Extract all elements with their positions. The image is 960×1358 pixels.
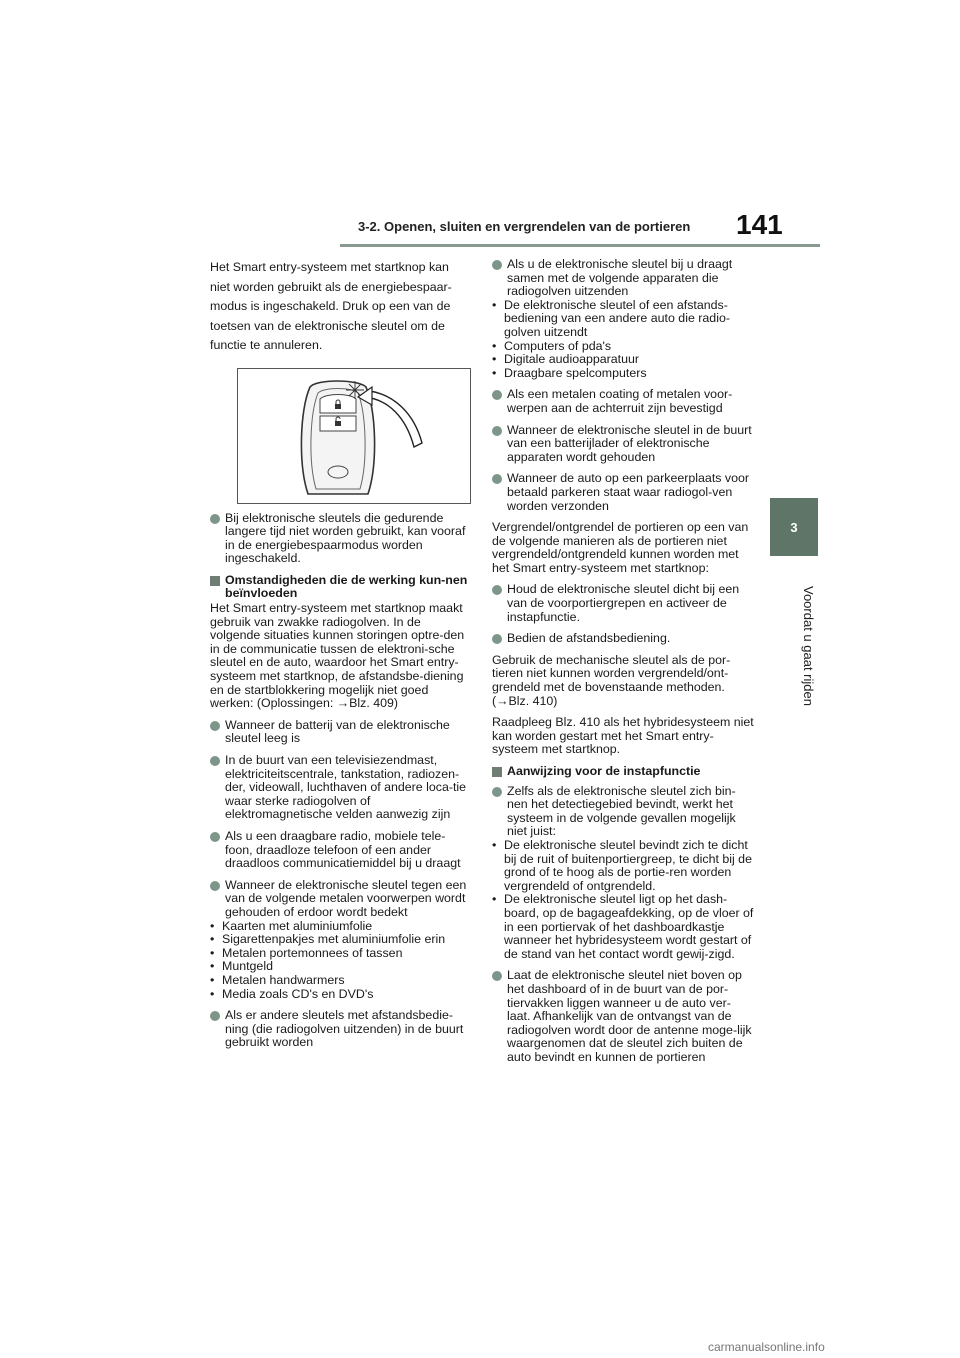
list-item: Wanneer de elektronische sleutel in de buurt van een batterijlader of elektronische apparaten wordt gehouden [492,424,754,465]
paragraph: Vergrendel/ontgrendel de portieren op een van de volgende manieren als de portieren niet vergrendeld/ontgrendeld kunnen worden met het Smart entry-systeem met startknop: [492,520,749,575]
bullet-icon [492,634,502,644]
list-item: Als u een draagbare radio, mobiele tele-foon, draadloze telefoon of een ander draadloos communicatiemiddel bij u draagt [210,830,472,871]
footer-watermark: carmanualsonline.info [708,1340,825,1354]
bullet-icon [492,787,502,797]
sub-list-item: • Metalen handwarmers [210,974,472,988]
right-column [492,258,754,1072]
chapter-title: Voordat u gaat rijden [801,586,816,706]
list-item: Wanneer de elektronische sleutel tegen een van de volgende metalen voorwerpen wordt gehouden of erdoor wordt bedekt • Kaarten met aluminiumfolie • Sigarettenpakjes met aluminiumfolie erin • Metalen portemonnees of tassen • Muntgeld • Metalen handwarmers • Media zoals CD's en DVD's [210,879,472,1001]
list-item: In de buurt van een televisiezendmast, elektriciteitscentrale, tankstation, radiozen-der, videowall, luchthaven of andere loca-tie waar sterke radiogolven of elektromagnetische velden aanwezig zijn [210,754,472,822]
left-column [210,258,472,1058]
bullet-icon [492,971,502,981]
list-item: Zelfs als de elektronische sleutel zich bin-nen het detectiegebied bevindt, werkt het systeem in de volgende gevallen mogelijk niet juist: • De elektronische sleutel bevindt zich te dicht bij de ruit of buitenportiergreep, te dicht bij de grond of te hoog als de portie-ren worden vergrendeld of ontgrendeld. • De elektronische sleutel ligt op het dash-board, op de bagageafdekking, op de vloer of in een portiervak of het dashboardkastje wanneer het hybridesysteem wordt gestart of de stand van het contact wordt gewij-zigd. [492,785,754,962]
list-item: Bedien de afstandsbediening. [492,632,754,646]
bullet-icon [492,426,502,436]
sub-list-item: • Computers of pda's [492,340,754,354]
bullet-icon [492,390,502,400]
subheading: Omstandigheden die de werking kun-nen beïnvloeden [210,574,472,601]
list-item: Bij elektronische sleutels die gedurende langere tijd niet worden gebruikt, kan vooraf in de energiebespaarmodus worden ingeschakeld. [210,512,472,566]
paragraph: Gebruik de mechanische sleutel als de por-tieren niet kunnen worden vergrendeld/ont-grendeld met de bovenstaande methoden. (→Blz. 410) [492,652,731,708]
smart-key-illustration [237,368,471,504]
intro-paragraph: Het Smart entry-systeem met startknop kan niet worden gebruikt als de energiebespaar-modus is ingeschakeld. Druk op een van de toetsen van de elektronische sleutel om de functie te annuleren. [210,260,452,352]
sub-list-item: • De elektronische sleutel of een afstands-bediening van een andere auto die radio-golven uitzendt [492,299,754,340]
sub-list-item: • Sigarettenpakjes met aluminiumfolie erin [210,933,472,947]
bullet-icon [210,1011,220,1021]
list-item: Houd de elektronische sleutel dicht bij een van de voorportiergrepen en activeer de instapfunctie. [492,583,754,624]
bullet-icon [210,756,220,766]
paragraph: Het Smart entry-systeem met startknop maakt gebruik van zwakke radiogolven. In de volgende situaties kunnen storingen optre-den in de communicatie tussen de elektroni-sche sleutel en de auto, waardoor het Smart entry-systeem met startknop, de afstandsbe-diening en de startblokkering mogelijk niet goed werken: (Oplossingen: →Blz. 409) [210,601,465,711]
section-title: 3-2. Openen, sluiten en vergrendelen van de portieren [358,219,691,234]
list-item: Als een metalen coating of metalen voor-werpen aan de achterruit zijn bevestigd [492,388,754,415]
chapter-tab: 3 [770,498,818,556]
sub-list [492,839,754,961]
sub-list [492,299,754,381]
square-icon [210,576,220,586]
list-item: Als u de elektronische sleutel bij u draagt samen met de volgende apparaten die radiogolven uitzenden • De elektronische sleutel of een afstands-bediening van een andere auto die radio-golven uitzendt • Computers of pda's • Digitale audioapparatuur • Draagbare spelcomputers [492,258,754,380]
sub-list-item: • Draagbare spelcomputers [492,367,754,381]
sub-list-item: • De elektronische sleutel ligt op het dash-board, op de bagageafdekking, op de vloer of in een portiervak of het dashboardkastje wanneer het hybridesysteem wordt gestart of de stand van het contact wordt gewij-zigd. [492,893,754,961]
list-item: Laat de elektronische sleutel niet boven op het dashboard of in de buurt van de por-tiervakken liggen wanneer u de auto ver-laat. Afhankelijk van de ontvangst van de radiogolven wordt door de antenne moge-lijk waargenomen dat de sleutel zich buiten de auto bevindt en kunnen de portieren [492,969,754,1064]
sub-list-item: • Muntgeld [210,960,472,974]
smart-key-drawing [238,369,470,503]
list-item: Wanneer de batterij van de elektronische sleutel leeg is [210,719,472,746]
bullet-icon [492,260,502,270]
header-divider [340,244,820,247]
sub-list-item: • Digitale audioapparatuur [492,353,754,367]
square-icon [492,767,502,777]
bullet-icon [210,721,220,731]
sub-list-item: • Kaarten met aluminiumfolie [210,920,472,934]
sub-list-item: • Media zoals CD's en DVD's [210,988,472,1002]
list-item: Als er andere sleutels met afstandsbedie-ning (die radiogolven uitzenden) in de buurt gebruikt worden [210,1009,472,1050]
lock-icon [335,404,341,409]
subheading: Aanwijzing voor de instapfunctie [492,765,754,779]
bullet-icon [210,881,220,891]
paragraph: Raadpleeg Blz. 410 als het hybridesysteem niet kan worden gestart met het Smart entry-systeem met startknop. [492,715,754,757]
sub-list-item: • Metalen portemonnees of tassen [210,947,472,961]
sub-list-item: • De elektronische sleutel bevindt zich te dicht bij de ruit of buitenportiergreep, te dicht bij de grond of te hoog als de portie-ren worden vergrendeld of ontgrendeld. [492,839,754,893]
bullet-icon [210,832,220,842]
bullet-icon [210,514,220,524]
list-item: Wanneer de auto op een parkeerplaats voor betaald parkeren staat waar radiogol-ven worden verzonden [492,472,754,513]
bullet-icon [492,585,502,595]
bullet-icon [492,474,502,484]
page-number: 141 [736,209,783,240]
unlock-icon [335,421,341,426]
sub-list [210,920,472,1002]
